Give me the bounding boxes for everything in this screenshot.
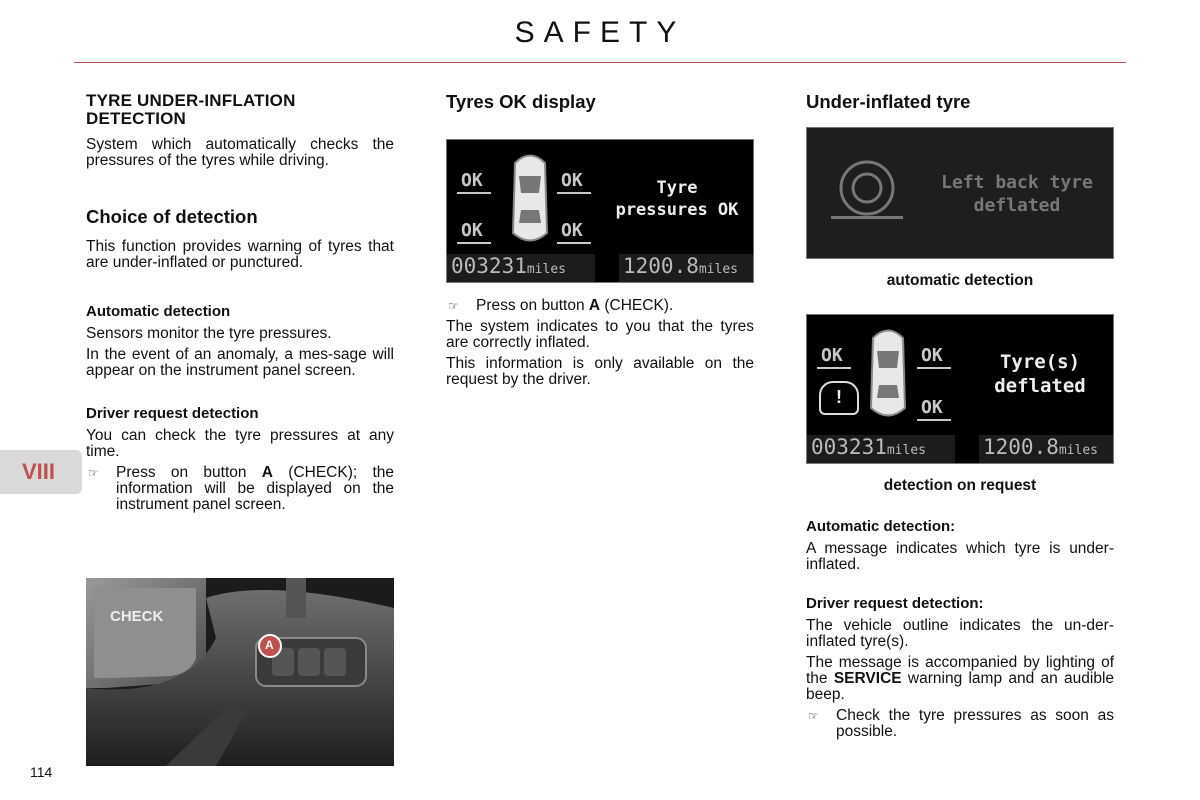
- driver-text: You can check the tyre pressures at any time.: [86, 427, 394, 460]
- deflated-message-2: deflated: [973, 195, 1061, 216]
- check-pressures-bullet: ☞ Check the tyre pressures as soon as possible.: [808, 707, 1114, 740]
- tyres-ok-text-2: This information is only available on the request by the driver.: [446, 355, 754, 388]
- column3-text: [806, 518, 1114, 740]
- ok-rear-left: OK: [461, 220, 483, 241]
- ok-rear-right: OK: [561, 220, 583, 241]
- odometer-readout: 003231miles: [447, 254, 595, 282]
- driver-bullet: ☞ Press on button A (CHECK); the information will be displayed on the instrument panel screen.: [88, 464, 394, 513]
- tyres-ok-message-1: Tyre: [656, 178, 698, 198]
- ok-front-left: OK: [821, 345, 843, 366]
- odometer-readout: 003231miles: [807, 435, 955, 463]
- tyres-ok-display: [446, 139, 754, 283]
- pointing-hand-icon: ☞: [808, 709, 819, 723]
- column-tyres-ok: [446, 92, 754, 112]
- tyres-deflated-message-2: deflated: [994, 375, 1086, 397]
- auto-text-2: In the event of an anomaly, a mes-sage will appear on the instrument panel screen.: [86, 346, 394, 379]
- caption-detection-on-request: detection on request: [883, 477, 1037, 494]
- ok-rear-right: OK: [921, 397, 943, 418]
- automatic-detection-display: [806, 127, 1114, 259]
- ok-front-right: OK: [561, 170, 583, 191]
- check-button-label: CHECK: [110, 608, 164, 625]
- deflated-message-1: Left back tyre: [941, 172, 1093, 193]
- tyres-ok-text-1: The system indicates to you that the tyres are correctly inflated.: [446, 318, 754, 351]
- car-outline-icon: [505, 148, 555, 248]
- driver-request-text-1: The vehicle outline indicates the un-der-inflated tyre(s).: [806, 617, 1114, 650]
- driver-request-text-2: The message is accompanied by lighting of the SERVICE warning lamp and an audible beep.: [806, 654, 1115, 703]
- choice-text: This function provides warning of tyres that are under-inflated or punctured.: [86, 238, 394, 271]
- car-outline-icon: [863, 323, 913, 423]
- caption-automatic-detection: automatic detection: [886, 272, 1034, 289]
- choice-heading: Choice of detection: [86, 206, 258, 227]
- column-under-inflated: [806, 92, 1114, 112]
- dashboard-photo: [86, 578, 394, 766]
- header-divider: [74, 62, 1126, 63]
- trip-readout: 1200.8miles: [619, 254, 753, 282]
- ok-front-right: OK: [921, 345, 943, 366]
- tyres-ok-message-2: pressures OK: [615, 200, 739, 220]
- auto-heading: Automatic detection: [86, 303, 231, 320]
- pointing-hand-icon: ☞: [448, 299, 459, 313]
- button-a-marker: A: [265, 638, 274, 652]
- page-number: 114: [30, 764, 53, 780]
- tyre-outline-icon: [827, 158, 907, 228]
- column2-text: [446, 298, 754, 388]
- dashboard-photo-art: [86, 578, 394, 766]
- auto-detection-heading: Automatic detection:: [806, 518, 956, 535]
- auto-text-1: Sensors monitor the tyre pressures.: [86, 325, 332, 342]
- chapter-tab-label: VIII: [22, 459, 56, 484]
- ok-front-left: OK: [461, 170, 483, 191]
- page-title: SAFETY: [514, 16, 686, 49]
- tyres-deflated-message-1: Tyre(s): [999, 351, 1081, 373]
- column-tyre-detection: [86, 92, 394, 513]
- driver-heading: Driver request detection: [86, 405, 259, 422]
- pointing-hand-icon: ☞: [88, 466, 99, 480]
- request-detection-display: [806, 314, 1114, 464]
- section-heading: TYRE UNDER-INFLATION DETECTION: [86, 91, 296, 128]
- trip-readout: 1200.8miles: [979, 435, 1113, 463]
- under-inflated-heading: Under-inflated tyre: [806, 91, 971, 112]
- driver-request-heading: Driver request detection:: [806, 595, 984, 612]
- tyre-warning-icon: !: [819, 381, 859, 415]
- auto-detection-text: A message indicates which tyre is under-inflated.: [806, 540, 1114, 573]
- intro-text: System which automatically checks the pressures of the tyres while driving.: [86, 136, 394, 169]
- check-bullet: ☞ Press on button A (CHECK).: [448, 297, 674, 314]
- tyres-ok-heading: Tyres OK display: [446, 91, 596, 112]
- chapter-tab: [0, 450, 82, 494]
